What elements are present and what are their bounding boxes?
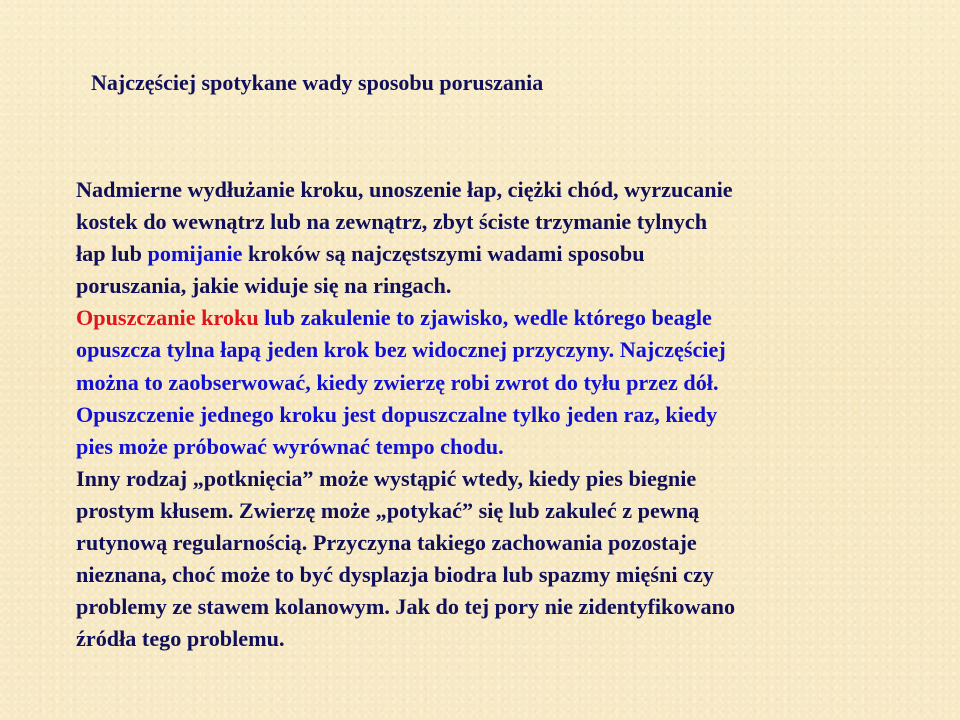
paragraph-line xyxy=(76,302,936,334)
paragraph-line: Nadmierne wydłużanie kroku, unoszenie łap, ciężki chód, wyrzucanie xyxy=(76,177,733,202)
text-run: łap lub xyxy=(76,241,148,267)
paragraph-common-gait-faults xyxy=(76,174,936,302)
slide-body xyxy=(76,174,936,655)
slide-title: Najczęściej spotykane wady sposobu poruszania xyxy=(91,70,544,95)
paragraph-line: nieznana, choć może to być dysplazja biodra lub spazmy mięśni czy xyxy=(76,562,714,588)
text-run: kroków są najczęstszymi wadami sposobu xyxy=(242,241,645,267)
text-run: lub zakulenie to zjawisko, wedle którego beagle xyxy=(258,305,712,331)
paragraph-line: pies może próbować wyrównać tempo chodu. xyxy=(76,433,504,459)
paragraph-line: Inny rodzaj „potknięcia” może wystąpić wtedy, kiedy pies biegnie xyxy=(76,465,697,491)
highlight-pomijanie: pomijanie xyxy=(147,241,243,267)
paragraph-line xyxy=(76,238,936,270)
highlight-opuszczanie-kroku: Opuszczanie kroku xyxy=(76,305,259,331)
paragraph-line: problemy ze stawem kolanowym. Jak do tej pory nie zidentyfikowano xyxy=(76,594,736,620)
paragraph-line: można to zaobserwować, kiedy zwierzę robi zwrot do tyłu przez dół. xyxy=(76,369,719,395)
paragraph-line: prostym kłusem. Zwierzę może „potykać” się lub zakuleć z pewną xyxy=(76,497,700,523)
paragraph-step-skipping xyxy=(76,302,936,462)
paragraph-line: Opuszczenie jednego kroku jest dopuszczalne tylko jeden raz, kiedy xyxy=(76,401,718,427)
paragraph-line: źródła tego problemu. xyxy=(76,626,285,652)
paragraph-line: poruszania, jakie widuje się na ringach. xyxy=(76,273,452,299)
paragraph-line: opuszcza tylna łapą jeden krok bez widocznej przyczyny. Najczęściej xyxy=(76,337,726,363)
paragraph-line: kostek do wewnątrz lub na zewnątrz, zbyt ściste trzymanie tylnych xyxy=(76,209,708,235)
paragraph-line: rutynową regularnością. Przyczyna takiego zachowania pozostaje xyxy=(76,530,697,556)
paragraph-stumbling xyxy=(76,463,936,656)
